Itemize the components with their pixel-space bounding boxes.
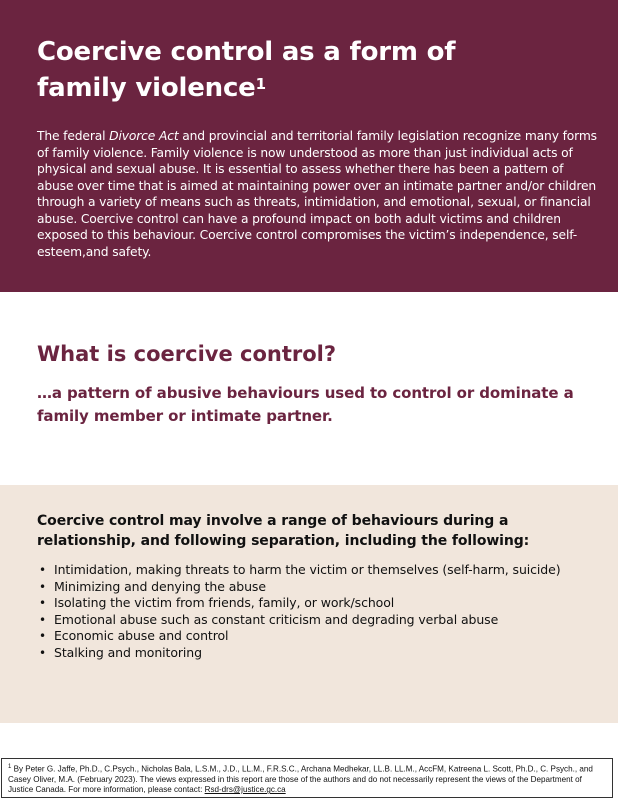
footnote <box>1 758 613 798</box>
bullet-icon: • <box>39 563 46 577</box>
bullet-icon: • <box>39 629 46 643</box>
page-title <box>37 34 597 106</box>
behaviours-list <box>37 562 602 661</box>
list-item <box>37 579 602 596</box>
list-item <box>37 562 602 579</box>
contact-email-link[interactable]: Rsd-drs@justice.gc.ca <box>204 785 286 795</box>
list-item <box>37 612 602 629</box>
definition-text: …a pattern of abusive behaviours used to control or dominate a family member or intimate partner. <box>37 384 574 425</box>
list-item-text: Emotional abuse such as constant criticism and degrading verbal abuse <box>54 611 499 627</box>
intro-prefix: The federal <box>37 129 110 143</box>
bullet-icon: • <box>39 596 46 610</box>
list-item <box>37 595 602 612</box>
list-item-text: Minimizing and denying the abuse <box>54 578 266 594</box>
list-item-text: Isolating the victim from friends, family, or work/school <box>54 595 395 610</box>
footnote-marker: 1 <box>8 764 12 770</box>
title-line-2: family violence <box>37 73 256 103</box>
behaviours-lead: Coercive control may involve a range of behaviours during a relationship, and following separation, including the following: <box>37 513 530 549</box>
list-item-text: Economic abuse and control <box>54 628 229 643</box>
intro-paragraph <box>37 128 597 260</box>
definition-section <box>0 292 618 485</box>
footnote-text: By Peter G. Jaffe, Ph.D., C.Psych., Nicholas Bala, L.S.M., J.D., LL.M., F.R.S.C., Archana Medhekar, LL.B. LL.M., AccFM, Katreena L. Scott, Ph.D., C. Psych., and Casey Oliver, M.A. (February 2023). The views expressed in this report are those of the authors and do not necessarily represent the views of the Department of Justice Canada. For more information, please contact: <box>8 764 593 795</box>
section-heading: What is coercive control? <box>37 342 337 366</box>
list-item-text: Stalking and monitoring <box>54 644 202 660</box>
divorce-act-title: Divorce Act <box>109 129 179 143</box>
list-item <box>37 628 602 645</box>
list-item-text: Intimidation, making threats to harm the victim or themselves (self-harm, suicide) <box>54 562 561 577</box>
bullet-icon: • <box>39 612 46 627</box>
bullet-icon: • <box>39 645 46 660</box>
behaviours-panel <box>0 485 618 723</box>
title-footnote-ref: 1 <box>255 75 266 93</box>
intro-banner <box>0 0 618 292</box>
bullet-icon: • <box>39 579 46 594</box>
title-line-1: Coercive control as a form of <box>37 37 456 67</box>
intro-body: and provincial and territorial family legislation recognize many forms of family violence. Family violence is now understood as more than just individual acts of physical and sexual abuse. It is essential to assess whether there has been a pattern of abuse over time that is aimed at maintaining power over an intimate partner and/or children through a variety of means such as threats, intimidation, and emotional, sexual, or financial abuse. Coercive control can have a profound impact on both adult victims and children exposed to this behaviour. Coercive control compromises the victim’s independence, self-esteem,and safety. <box>37 129 597 259</box>
list-item <box>37 645 602 662</box>
